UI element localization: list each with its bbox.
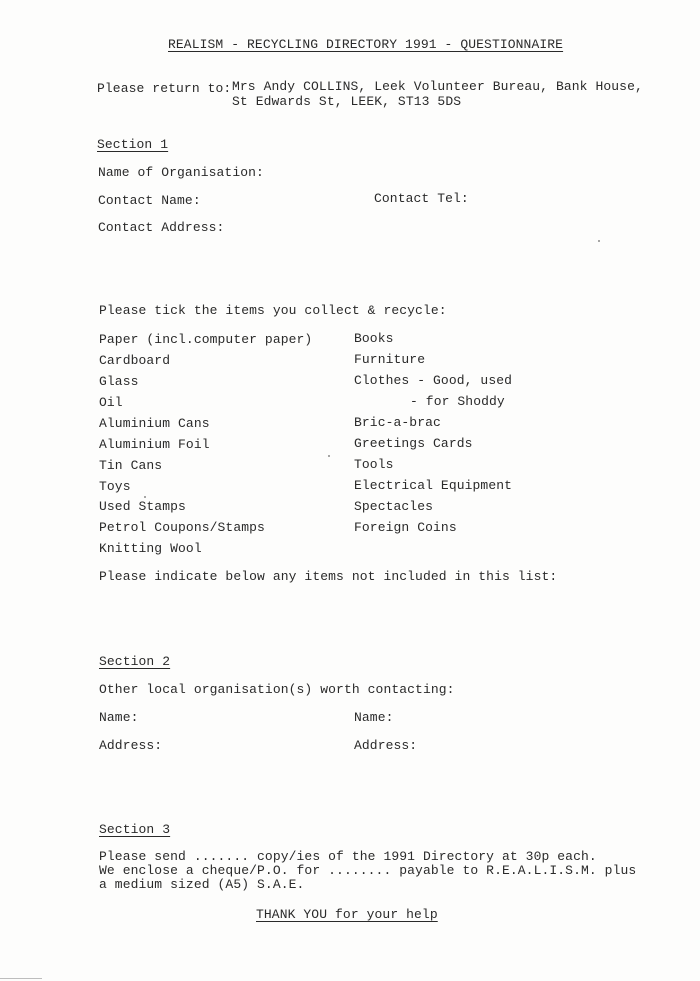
return-address-line-2: St Edwards St, LEEK, ST13 5DS	[232, 94, 462, 109]
contact-address-label: Contact Address:	[98, 220, 225, 235]
list-item: Furniture	[354, 352, 426, 367]
list-item: Oil	[99, 395, 123, 410]
section-1-heading: Section 1	[97, 137, 169, 152]
name-label-left: Name:	[99, 710, 139, 725]
return-to-label: Please return to:	[97, 81, 232, 96]
list-item: Spectacles	[354, 499, 434, 514]
items-not-included-prompt: Please indicate below any items not included in this list:	[99, 569, 558, 584]
section-3-heading: Section 3	[99, 822, 171, 837]
scan-edge-line	[0, 978, 42, 979]
list-item: Greetings Cards	[354, 436, 473, 451]
list-item: Electrical Equipment	[354, 478, 513, 493]
list-item: Toys	[99, 479, 131, 494]
list-item: Aluminium Foil	[99, 437, 210, 452]
list-item: Bric-a-brac	[354, 415, 441, 430]
list-item: Cardboard	[99, 353, 171, 368]
list-item: Foreign Coins	[354, 520, 457, 535]
document-title: REALISM - RECYCLING DIRECTORY 1991 - QUESTIONNAIRE	[168, 37, 564, 52]
name-label-right: Name:	[354, 710, 394, 725]
closing-thanks: THANK YOU for your help	[256, 907, 438, 922]
contact-tel-label: Contact Tel:	[374, 191, 469, 206]
list-item: - for Shoddy	[410, 394, 505, 409]
order-line-2: We enclose a cheque/P.O. for ........ payable to R.E.A.L.I.S.M. plus	[99, 863, 637, 878]
list-item: Glass	[99, 374, 139, 389]
address-label-right: Address:	[354, 738, 418, 753]
list-item: Used Stamps	[99, 499, 186, 514]
return-address-line-1: Mrs Andy COLLINS, Leek Volunteer Bureau, Bank House,	[232, 79, 643, 94]
list-item: Tools	[354, 457, 394, 472]
scan-speck	[598, 240, 600, 242]
list-item: Paper (incl.computer paper)	[99, 332, 313, 347]
tick-items-prompt: Please tick the items you collect & recycle:	[99, 303, 447, 318]
list-item: Aluminium Cans	[99, 416, 210, 431]
address-label-left: Address:	[99, 738, 163, 753]
section-2-heading: Section 2	[99, 654, 171, 669]
list-item: Petrol Coupons/Stamps	[99, 520, 265, 535]
contact-name-label: Contact Name:	[98, 193, 201, 208]
list-item: Clothes - Good, used	[354, 373, 513, 388]
other-organisations-prompt: Other local organisation(s) worth contacting:	[99, 682, 455, 697]
order-line-1: Please send ....... copy/ies of the 1991 Directory at 30p each.	[99, 849, 597, 864]
list-item: Knitting Wool	[99, 541, 202, 556]
list-item: Tin Cans	[99, 458, 163, 473]
scan-speck	[144, 496, 146, 498]
scan-speck	[328, 455, 330, 457]
organisation-name-label: Name of Organisation:	[98, 165, 264, 180]
order-line-3: a medium sized (A5) S.A.E.	[99, 877, 305, 892]
list-item: Books	[354, 331, 394, 346]
